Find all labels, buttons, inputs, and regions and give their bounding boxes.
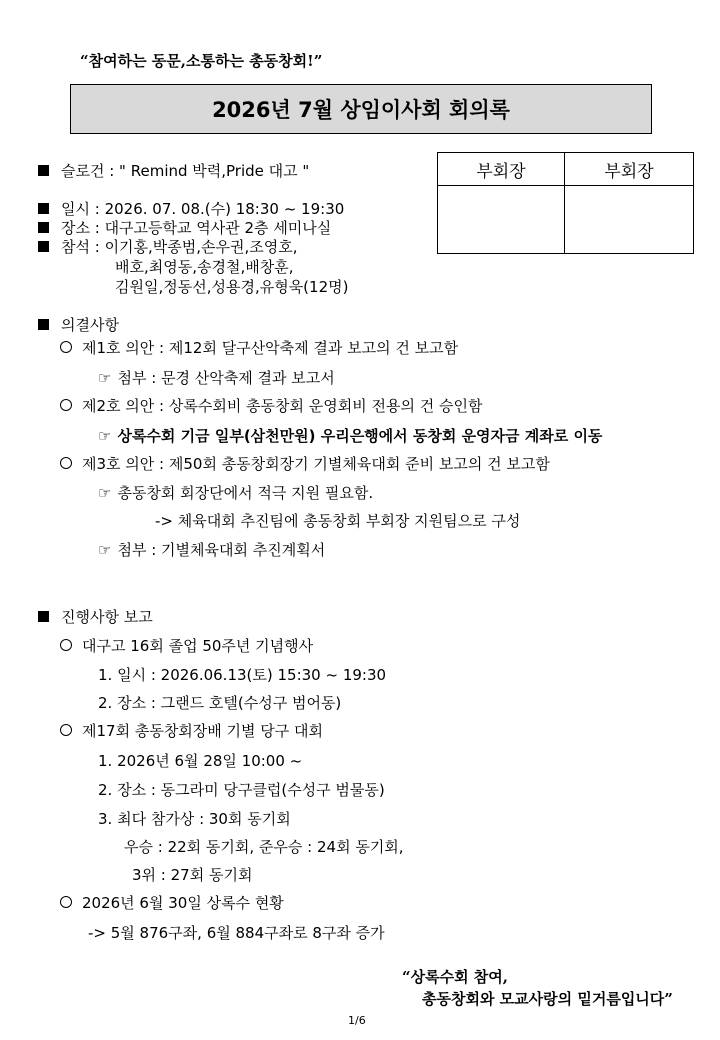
resolution-item-3: 제3호 의안 : 제50회 총동창회장기 기별체육대회 준비 보고의 건 보고함 [60, 453, 550, 474]
progress-event-3-detail: -> 5월 876구좌, 6월 884구좌로 8구좌 증가 [88, 924, 385, 942]
progress-event-2-winners: 우승 : 22회 동기회, 준우승 : 24회 동기회, [124, 838, 404, 856]
meeting-date: 일시 : 2026. 07. 08.(수) 18:30 ~ 19:30 [61, 200, 345, 218]
resolution-item-2-detail: ☞ 상록수회 기금 일부(삼천만원) 우리은행에서 동창회 운영자금 계좌로 이동 [98, 427, 603, 445]
attendees-cont-2: 김원일,정동선,성용경,유형욱(12명) [115, 278, 349, 296]
page-number: 1/6 [348, 1014, 366, 1027]
square-bullet-icon [38, 203, 49, 214]
signature-box-1 [438, 186, 565, 253]
resolution-item-1-attachment: ☞ 첨부 : 문경 산악축제 결과 보고서 [98, 369, 335, 387]
progress-event-1-place: 2. 장소 : 그랜드 호텔(수성구 범어동) [98, 694, 342, 712]
resolution-item-2: 제2호 의안 : 상록수회비 총동창회 운영회비 전용의 건 승인함 [60, 395, 483, 416]
progress-event-1-date: 1. 일시 : 2026.06.13(토) 15:30 ~ 19:30 [98, 666, 387, 684]
square-bullet-icon [38, 319, 49, 330]
date-line [38, 198, 344, 219]
progress-event-2-award: 3. 최다 참가상 : 30회 동기회 [98, 810, 291, 828]
pointing-hand-icon: ☞ [98, 484, 112, 502]
progress-event-3: 2026년 6월 30일 상록수 현황 [60, 892, 284, 913]
progress-event-2-date: 1. 2026년 6월 28일 10:00 ~ [98, 752, 303, 770]
slogan: 슬로건 : " Remind 박력,Pride 대고 " [61, 162, 310, 180]
slogan-line [38, 160, 309, 181]
page-title: 2026년 7월 상임이사회 회의록 [212, 98, 510, 122]
signature-header-1: 부회장 [438, 153, 565, 186]
progress-event-2: 제17회 총동창회장배 기별 당구 대회 [60, 720, 323, 741]
square-bullet-icon [38, 222, 49, 233]
circle-bullet-icon [60, 724, 72, 736]
progress-heading: 진행사항 보고 [38, 606, 153, 627]
title-box [70, 84, 652, 134]
square-bullet-icon [38, 611, 49, 622]
circle-bullet-icon [60, 639, 72, 651]
resolution-item-3-attachment: ☞ 첨부 : 기별체육대회 추진계획서 [98, 541, 326, 559]
resolutions-heading: 의결사항 [38, 314, 119, 335]
square-bullet-icon [38, 165, 49, 176]
signature-box-2 [565, 186, 693, 253]
meeting-place: 장소 : 대구고등학교 역사관 2층 세미나실 [61, 219, 332, 237]
signature-header-2: 부회장 [565, 153, 693, 186]
circle-bullet-icon [60, 341, 72, 353]
circle-bullet-icon [60, 457, 72, 469]
closing-line-2: 총동창회와 모교사랑의 밑거름입니다” [422, 990, 673, 1008]
motto: “참여하는 동문,소통하는 총동창회!” [80, 52, 323, 70]
square-bullet-icon [38, 241, 49, 252]
pointing-hand-icon: ☞ [98, 541, 112, 559]
circle-bullet-icon [60, 896, 72, 908]
progress-event-1: 대구고 16회 졸업 50주년 기념행사 [60, 635, 313, 656]
resolution-item-3-detail: ☞ 총동창회 회장단에서 적극 지원 필요함. [98, 484, 374, 502]
circle-bullet-icon [60, 399, 72, 411]
resolution-item-1: 제1호 의안 : 제12회 달구산악축제 결과 보고의 건 보고함 [60, 337, 458, 358]
attendees-cont-1: 배호,최영동,송경철,배창훈, [115, 258, 294, 276]
attendees-line [38, 236, 298, 257]
pointing-hand-icon: ☞ [98, 427, 112, 445]
pointing-hand-icon: ☞ [98, 369, 112, 387]
resolution-item-3-arrow-note: -> 체육대회 추진팀에 총동창회 부회장 지원팀으로 구성 [155, 512, 521, 530]
place-line [38, 217, 331, 238]
signature-table [437, 152, 694, 254]
progress-event-2-place: 2. 장소 : 동그라미 당구클럽(수성구 범물동) [98, 781, 385, 799]
closing-line-1: “상록수회 참여, [402, 968, 509, 986]
attendees: 참석 : 이기홍,박종범,손우권,조영호, [61, 238, 298, 256]
progress-event-2-third: 3위 : 27회 동기회 [132, 866, 253, 884]
